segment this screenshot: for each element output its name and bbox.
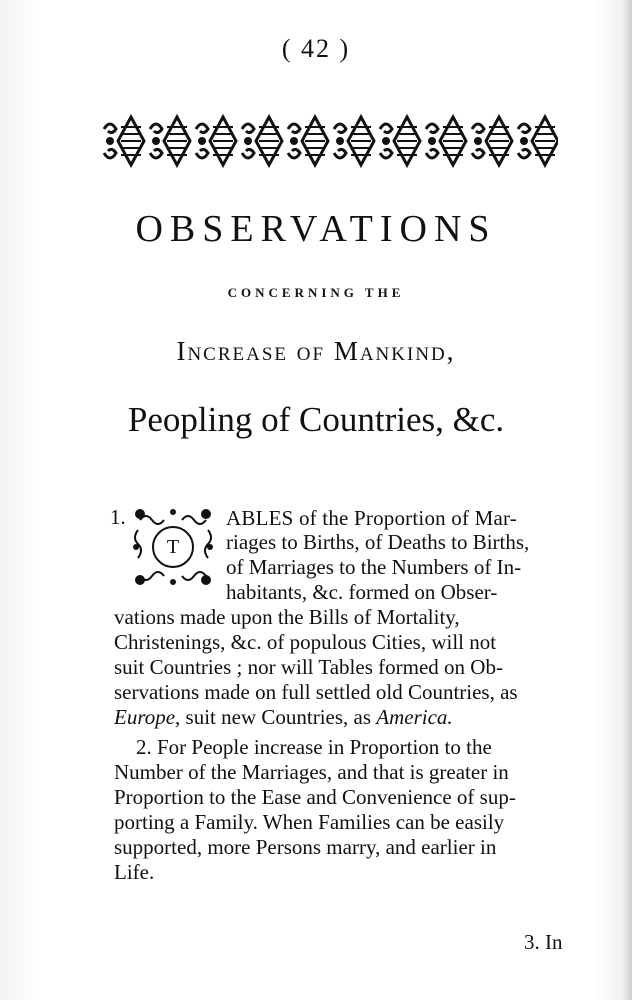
page-title: OBSERVATIONS xyxy=(135,208,497,250)
paragraph-1-line: servations made on full settled old Countries, as xyxy=(114,680,518,704)
paragraph-1-line: suit Countries ; nor will Tables formed on Ob- xyxy=(114,655,503,679)
ornament-unit xyxy=(334,117,374,165)
ornament-unit xyxy=(380,117,420,165)
paragraph-1-line: habitants, &c. formed on Obser- xyxy=(226,580,498,604)
catchword: 3. In xyxy=(524,930,563,954)
decorated-initial xyxy=(128,502,218,592)
america-italic: America. xyxy=(376,705,453,729)
paragraph-1-line: ABLES of the Proportion of Mar- xyxy=(226,506,517,530)
paragraph-1-line: riages to Births, of Deaths to Births, xyxy=(226,530,530,554)
printers-ornament-band xyxy=(100,112,558,170)
page-edge-shadow xyxy=(622,0,632,1000)
page-number: ( 42 ) xyxy=(281,34,351,63)
subtitle-peopling-of-countries: Peopling of Countries, &c. xyxy=(127,400,505,439)
paragraph-1-line: Christenings, &c. of populous Cities, will not xyxy=(114,630,497,654)
paragraph-2-line: supported, more Persons marry, and earlier in xyxy=(114,835,497,859)
last-line-middle: suit new Countries, as xyxy=(180,705,377,729)
paragraph-2-line: porting a Family. When Families can be easily xyxy=(114,810,505,834)
paragraph-2-line: Life. xyxy=(114,860,155,884)
ornament-unit xyxy=(196,117,236,165)
paragraph-1-line: of Marriages to the Numbers of In- xyxy=(226,555,522,579)
ornament-unit xyxy=(518,117,558,165)
paragraph-1-line: vations made upon the Bills of Mortality, xyxy=(114,605,460,629)
paragraph-2-line: Proportion to the Ease and Convenience of sup- xyxy=(114,785,516,809)
initial-letter: T xyxy=(166,536,180,558)
ornament-unit xyxy=(242,117,282,165)
subtitle-increase-of-mankind: Increase of Mankind, xyxy=(176,336,456,366)
paragraph-1-last-line xyxy=(114,705,453,729)
ornament-unit xyxy=(288,117,328,165)
paragraph-2-line: 2. For People increase in Proportion to the xyxy=(136,735,492,759)
ornament-unit xyxy=(104,117,144,165)
ornament-unit xyxy=(150,117,190,165)
subtitle-concerning: CONCERNING THE xyxy=(227,285,405,300)
europe-italic: Europe, xyxy=(114,705,181,729)
paragraph-1-number: 1. xyxy=(110,505,126,529)
ornament-unit xyxy=(426,117,466,165)
ornament-unit xyxy=(472,117,512,165)
paragraph-2-line: Number of the Marriages, and that is greater in xyxy=(114,760,509,784)
